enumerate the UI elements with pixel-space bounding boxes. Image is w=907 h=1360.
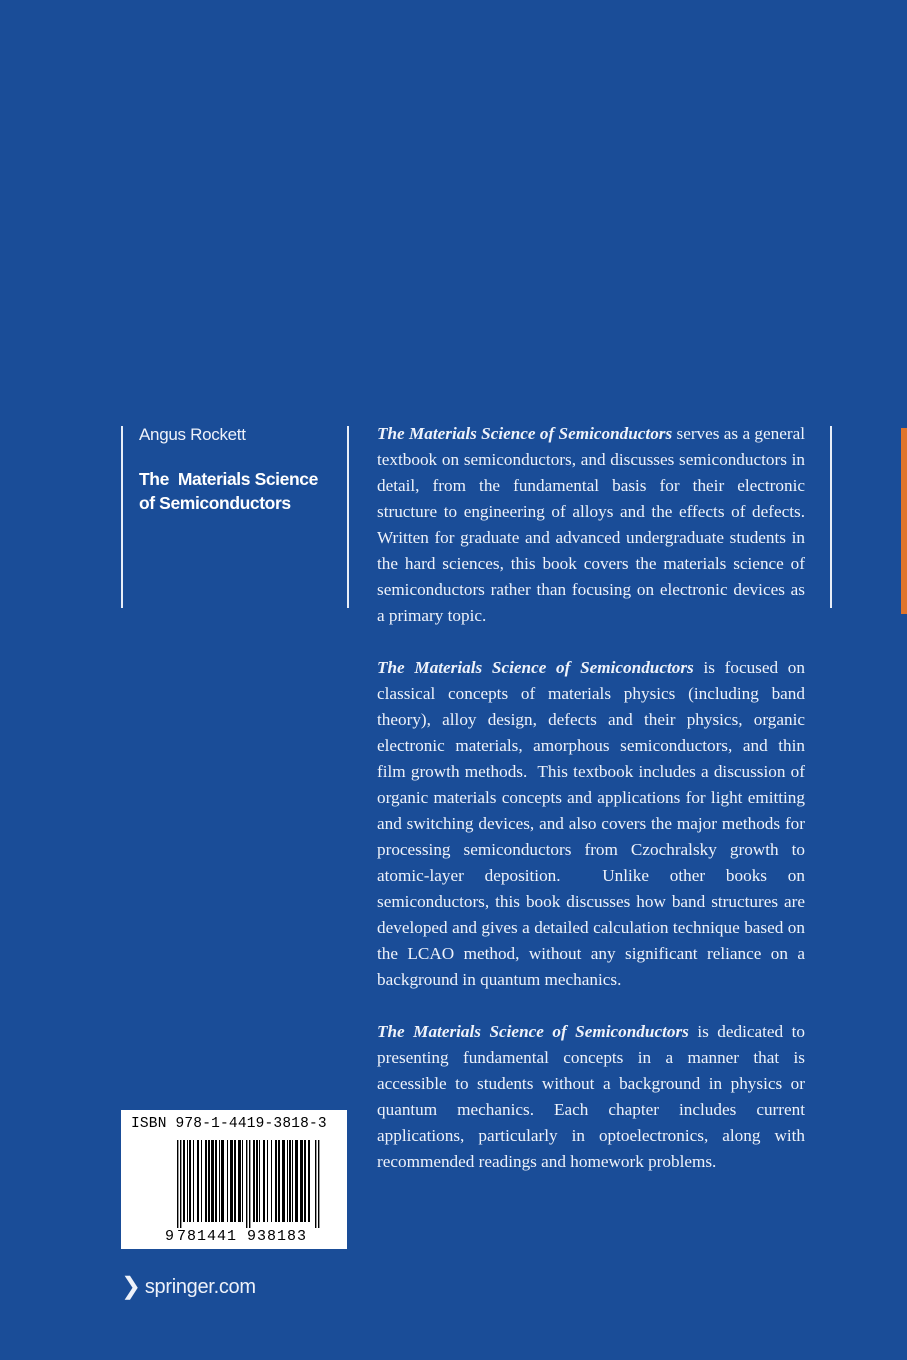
barcode-bar [300,1140,303,1222]
barcode-bar [219,1140,220,1222]
blurb-paragraph-3 [377,1019,805,1175]
barcode-bar [230,1140,233,1222]
blurb-text: is focused on classical concepts of materials physics (including band theory), alloy design, defects and their physics, organic electronic materials, amorphous semiconductors, and thin film growth methods. This textbook includes a discussion of organic materials concepts and applications for light emitting and switching devices, and also covers the major methods for processing semiconductors from Czochralsky growth to atomic-layer deposition. Unlike other books on semiconductors, this book discusses how band structures are developed and gives a detailed calculation technique based on the LCAO method, without any significant reliance on a background in quantum mechanics. [377,658,810,989]
barcode-digits-left: 781441 [177,1228,238,1245]
divider-right [830,426,832,608]
book-title [139,467,339,515]
book-title-line-1: The Materials Science [139,469,318,489]
spine-accent-bar [901,428,907,614]
barcode-bar [318,1140,319,1228]
blurb-text: serves as a general textbook on semiconductors, and discusses semiconductors in detail, from the fundamental basis for their electronic structure to engineering of alloys and the effects of defects. Written for graduate and advanced undergraduate students in the hard sciences, this book covers the materials science of semiconductors rather than focusing on electronic devices as a primary topic. [377,424,805,625]
back-cover-blurb [377,421,810,1201]
barcode-bar [238,1140,241,1222]
barcode-bar [304,1140,306,1222]
barcode-bar [177,1140,178,1228]
barcode-bar [267,1140,268,1222]
barcode-bar [259,1140,260,1222]
barcode-bar [187,1140,188,1222]
blurb-title-ref: The Materials Science of Semiconductors [377,424,673,443]
publisher-website[interactable] [121,1271,256,1300]
blurb-text: is dedicated to presenting fundamental concepts in a manner that is accessible to students without a background in physics or quantum mechanics. Each chapter includes current applications, particularly in optoelectronics, along with recommended readings and homework problems. [377,1022,805,1171]
website-label: springer.com [144,1276,256,1298]
barcode-bar [208,1140,210,1222]
barcode-bar [287,1140,288,1222]
barcode-bar [201,1140,202,1222]
barcode-bar [183,1140,185,1222]
barcode-bar [295,1140,298,1222]
barcode-digits-right: 938183 [247,1228,308,1245]
barcode-digit-first: 9 [165,1228,175,1245]
barcode-bar [256,1140,258,1222]
barcode-bar [193,1140,194,1222]
isbn-label: ISBN 978-1-4419-3818-3 [131,1116,327,1132]
barcode-bar [215,1140,217,1222]
blurb-paragraph-1 [377,421,805,629]
barcode-bar [227,1140,228,1222]
barcode-bar [205,1140,207,1222]
barcode-bar [234,1140,236,1222]
blurb-title-ref: The Materials Science of Semiconductors [377,1022,689,1041]
barcode-icon [121,1110,347,1249]
barcode-bar [271,1140,272,1222]
barcode-bar [263,1140,265,1222]
barcode-bar [289,1140,291,1222]
barcode-bar [315,1140,316,1228]
barcode-bar [197,1140,199,1222]
barcode-bar [249,1140,250,1228]
barcode-bar [189,1140,191,1222]
barcode-bar [180,1140,181,1228]
barcode-bar [211,1140,214,1222]
blurb-paragraph-2 [377,655,810,993]
divider-left [121,426,123,608]
barcode-bar [308,1140,310,1222]
barcode-bar [221,1140,224,1222]
chevron-right-icon: ❯ [121,1273,141,1300]
book-title-line-2: of Semiconductors [139,493,291,513]
blurb-title-ref: The Materials Science of Semiconductors [377,658,694,677]
barcode-bar [253,1140,255,1222]
barcode-bar [278,1140,280,1222]
barcode-bar [282,1140,285,1222]
barcode-bar [275,1140,277,1222]
barcode-bar [242,1140,243,1222]
isbn-barcode [121,1110,347,1249]
barcode-bar [292,1140,293,1222]
author-name: Angus Rockett [139,425,246,444]
barcode-bar [246,1140,247,1228]
divider-middle [347,426,349,608]
